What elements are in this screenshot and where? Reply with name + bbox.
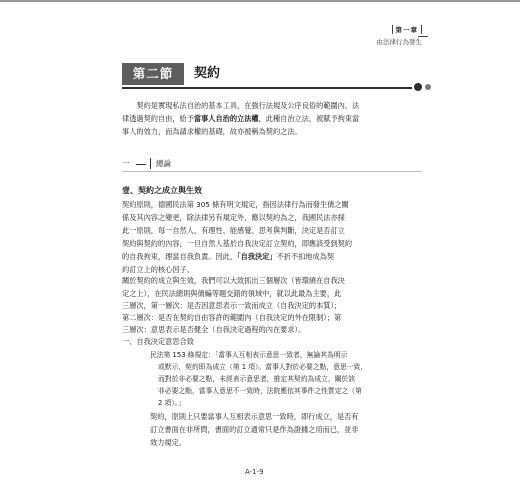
body-line: 效力規定。 xyxy=(150,438,186,447)
body-line: 關於契約的成立與生效，我們可以大致抓出三個層次（皆環繞在自我決 xyxy=(122,276,345,285)
body-line: 係及其內容之變更，除法律另有規定外，應以契約為之，我國民法亦採 xyxy=(122,213,345,222)
body-line: 契約原則，德國民法第 305 條有明文規定，指因法律行為而發生債之關 xyxy=(122,200,349,209)
quote-line: 民法第 153 條規定：「當事人互相表示意思一致者，無論其為明示 xyxy=(150,351,348,359)
body-line: 三層次，第一層次：是否因意思表示一致而成立（自我決定的本質）； xyxy=(122,301,342,310)
body-line: 契約與契約的內容，一旦自然人基於自我決定訂立契約，即應該受到契約 xyxy=(122,239,353,248)
section-header xyxy=(122,63,432,85)
heading-1: 壹、契約之成立與生效 xyxy=(122,186,202,195)
intro-line: 律透過契約自由，給予當事人自治的立法權，此種自治立法，被賦予拘束當 xyxy=(122,114,360,123)
subsection-number: 一 xyxy=(122,159,130,168)
chapter-tag: 第一章 xyxy=(392,25,423,34)
decorative-dot-small xyxy=(425,84,431,90)
body-line: 三層次：意思表示是否健全（自我決定過程的內在要求）。 xyxy=(122,325,306,334)
quote-line: 非必要之點，當事人意思不一致時，法院應依其事件之性質定之（第 xyxy=(158,387,362,395)
section-title: 契約 xyxy=(194,66,221,81)
subsection-underline xyxy=(122,171,422,172)
section-underline xyxy=(122,87,412,89)
chapter-subtitle: 由法律行為發生 xyxy=(376,38,422,46)
body-line: 定之上），在民法總則與債編等題交錯的領域中，就以此最為主要，此 xyxy=(122,289,342,298)
decorative-dot xyxy=(414,83,422,91)
quote-line: 而對於非必要之點，未經表示意思者，推定其契約為成立，關於該 xyxy=(158,375,356,383)
page-number: A-1-9 xyxy=(245,468,264,476)
subsection-header xyxy=(122,158,422,170)
list-item: 一、自我決定意思合致 xyxy=(122,337,194,346)
quote-line: 或默示，契約即為成立（第 1 項）。當事人對於必要之點，意思一致， xyxy=(158,363,368,371)
top-border xyxy=(0,0,520,2)
intro-line: 事人的效力，而為請求權的基礎，故亦被稱為契約之法。 xyxy=(122,127,302,136)
body-line: 約訂立上的核心因子。 xyxy=(122,265,194,274)
section-label: 第二節 xyxy=(122,63,184,85)
body-line: 訂立書面在非所問，書面的訂立通常只是作為證據之用而已，並非 xyxy=(150,425,359,434)
body-line: 的自我拘束，理當自我負責。因此，「自我決定」不折不扣地成為契 xyxy=(122,252,335,261)
subsection-label: 總論 xyxy=(156,159,171,168)
body-line: 第二層次：是否在契約自由容許的範圍內（自我決定的外在限制）；第 xyxy=(122,313,342,322)
subsection-rule xyxy=(136,164,146,165)
intro-line: 契約是實現私法自治的基本工具，在強行法規及公序良俗的範圍內，法 xyxy=(136,101,360,110)
body-line: 此一原則，每一自然人，有理性、能感覺、思考與判斷，決定是否訂立 xyxy=(122,226,345,235)
quote-line: 2 項）。」 xyxy=(158,399,185,407)
body-line: 契約，原則上只要當事人互相表示意思一致時，即行成立，是否有 xyxy=(150,412,359,421)
subsection-divider xyxy=(150,158,151,169)
